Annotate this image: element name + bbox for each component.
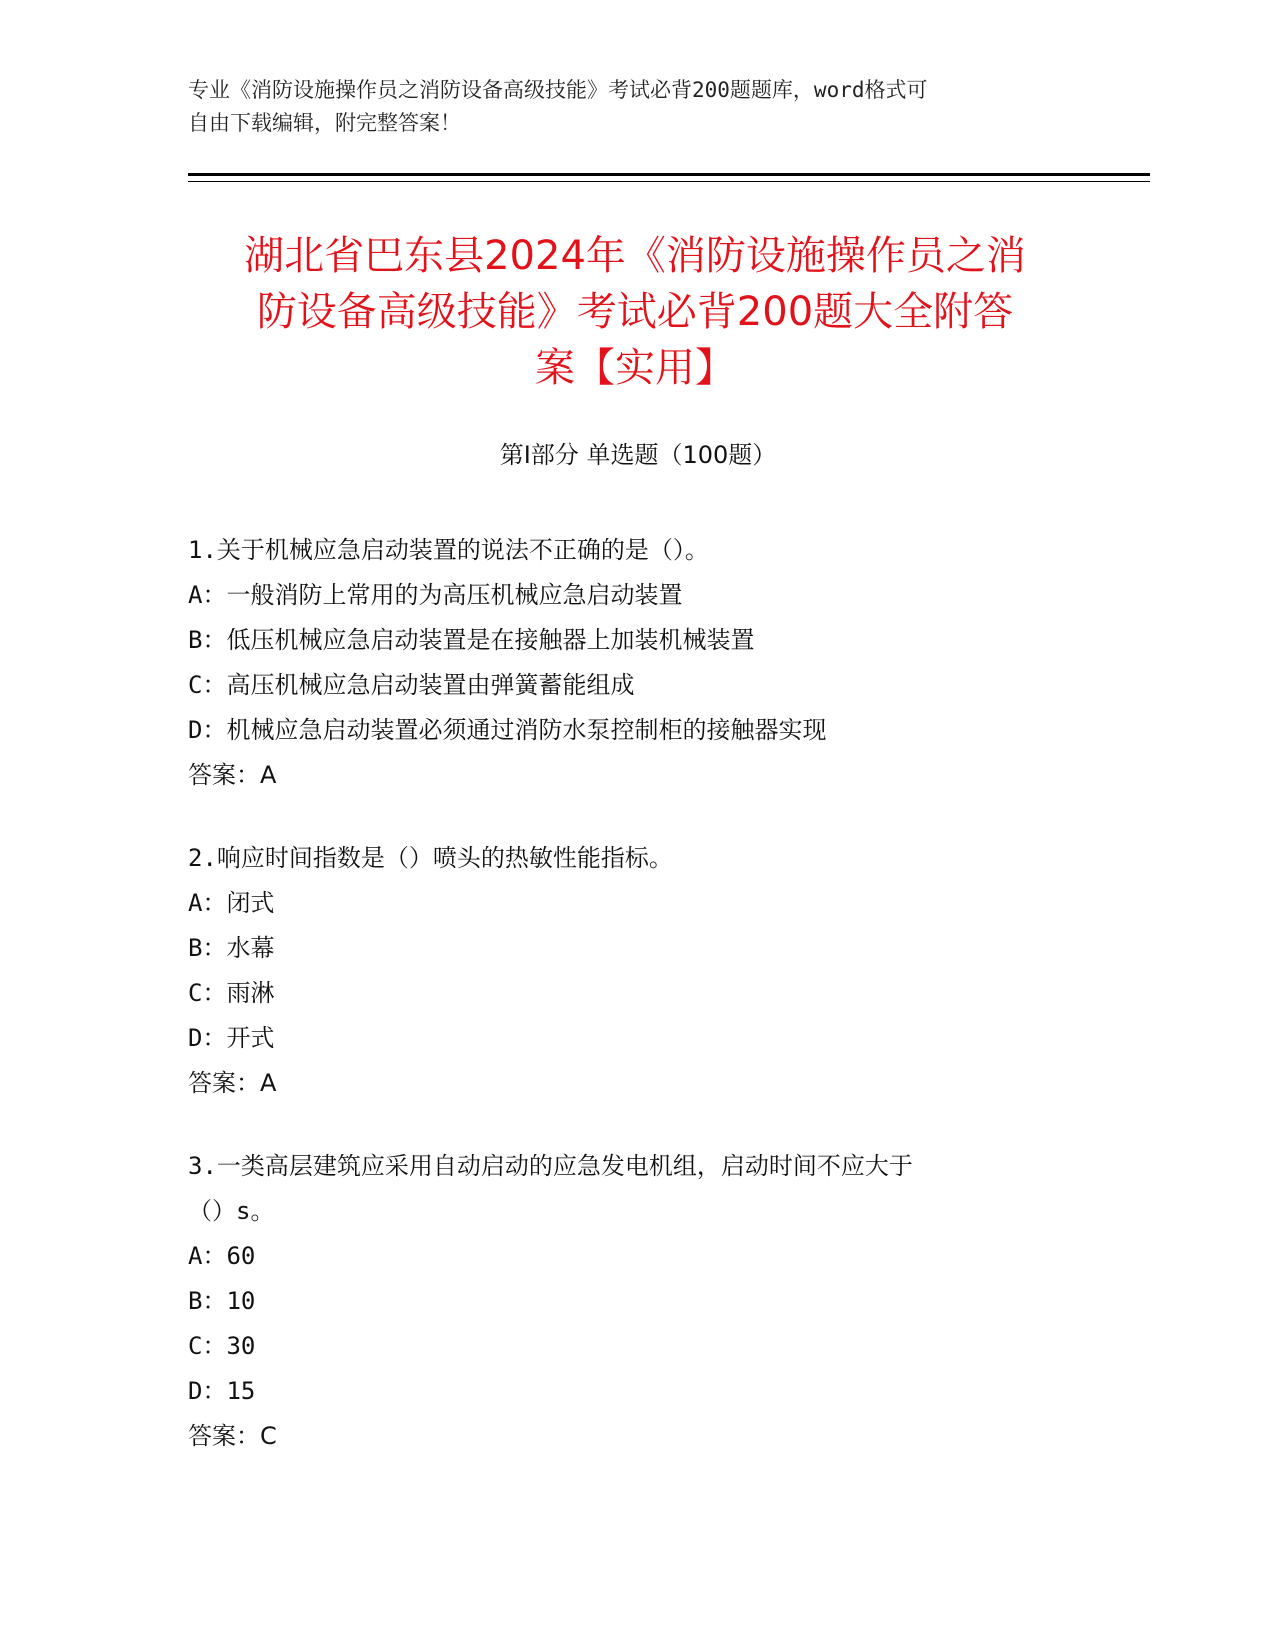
question-stem: 2.响应时间指数是（）喷头的热敏性能指标。 [188, 844, 673, 872]
option-d: D：机械应急启动装置必须通过消防水泵控制柜的接触器实现 [188, 716, 827, 744]
option-a: A：60 [188, 1242, 256, 1270]
question-stem: 3.一类高层建筑应采用自动启动的应急发电机组，启动时间不应大于 [188, 1152, 913, 1180]
option-b: B：10 [188, 1287, 256, 1315]
option-c: C：雨淋 [188, 979, 275, 1007]
header-note-line-1: 专业《消防设施操作员之消防设备高级技能》考试必背200题题库，word格式可 [188, 78, 928, 102]
question-2 [188, 836, 1088, 1106]
header-note [188, 74, 1088, 140]
header-note-line-2: 自由下载编辑，附完整答案！ [188, 111, 461, 135]
document-title-line-3: 案【实用】 [535, 345, 735, 391]
answer-line: 答案：A [188, 761, 277, 789]
question-stem-continued: （）s。 [188, 1197, 275, 1225]
document-title [170, 228, 1100, 396]
option-b: B：水幕 [188, 934, 275, 962]
option-c: C：高压机械应急启动装置由弹簧蓄能组成 [188, 671, 635, 699]
header-divider-thin [188, 181, 1150, 182]
option-b: B：低压机械应急启动装置是在接触器上加装机械装置 [188, 626, 755, 654]
option-d: D：15 [188, 1377, 256, 1405]
answer-line: 答案：C [188, 1422, 277, 1450]
option-c: C：30 [188, 1332, 256, 1360]
header-divider-thick [188, 173, 1150, 176]
option-d: D：开式 [188, 1024, 275, 1052]
question-3 [188, 1144, 1088, 1459]
document-title-line-1: 湖北省巴东县2024年《消防设施操作员之消 [244, 233, 1026, 279]
question-stem: 1.关于机械应急启动装置的说法不正确的是（）。 [188, 536, 709, 564]
answer-line: 答案：A [188, 1069, 277, 1097]
section-title: 第Ⅰ部分 单选题（100题） [499, 441, 777, 469]
question-list [188, 528, 1088, 1497]
question-1 [188, 528, 1088, 798]
document-title-line-2: 防设备高级技能》考试必背200题大全附答 [256, 289, 1014, 335]
option-a: A：一般消防上常用的为高压机械应急启动装置 [188, 581, 683, 609]
option-a: A：闭式 [188, 889, 275, 917]
